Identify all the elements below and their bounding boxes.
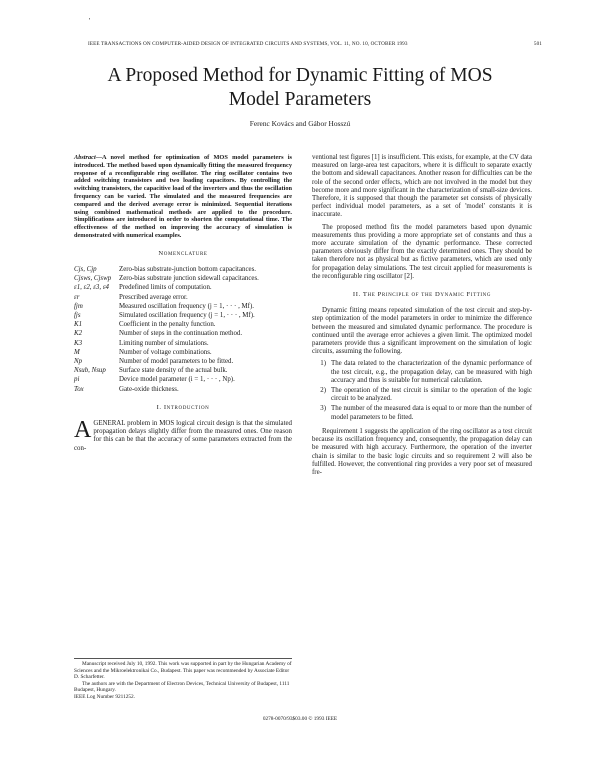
intro-text: GENERAL problem in MOS logical circuit design is that the simulated propagation delays slightly differ from the measured ones. One reason for this can be that the accuracy of some parameters extracted from the con- bbox=[74, 420, 292, 452]
nomenclature-description: Gate-oxide thickness. bbox=[119, 385, 179, 393]
list-text: The number of the measured data is equal to or more than the number of model parameters to be fitted. bbox=[331, 405, 532, 421]
nomenclature-description: Predefined limits of computation. bbox=[119, 284, 212, 292]
abstract bbox=[74, 154, 292, 240]
nomenclature-description: Limiting number of simulations. bbox=[119, 339, 209, 347]
nomenclature-description: Coefficient in the penalty function. bbox=[119, 321, 216, 329]
nomenclature-description: Device model parameter (i = 1, · · · , Np). bbox=[119, 376, 235, 384]
nomenclature-item bbox=[74, 376, 292, 384]
nomenclature-item bbox=[74, 321, 292, 329]
nomenclature-list bbox=[74, 266, 292, 394]
title-line-2: Model Parameters bbox=[228, 89, 372, 110]
nomenclature-symbol: Cjsws, Cjswp bbox=[74, 275, 112, 283]
footnote-affiliation: The authors are with the Department of Electron Devices, Technical University of Budapest, 1111 Budapest, Hungary. bbox=[74, 680, 290, 694]
nomenclature-symbol: Cjs, Cjp bbox=[74, 265, 97, 273]
footnote-log-number: IEEE Log Number 9211252. bbox=[74, 693, 135, 700]
nomenclature-item bbox=[74, 349, 292, 357]
nomenclature-description: Number of voltage combinations. bbox=[119, 348, 212, 356]
nomenclature-item bbox=[74, 330, 292, 338]
nomenclature-item bbox=[74, 284, 292, 292]
page-mark: ' bbox=[89, 17, 91, 25]
nomenclature-symbol: εr bbox=[74, 293, 80, 301]
journal-header: IEEE TRANSACTIONS ON COMPUTER-AIDED DESIGN OF INTEGRATED CIRCUITS AND SYSTEMS, VOL. 11, NO. 10, OCTOBER 1993 bbox=[88, 41, 408, 47]
paragraph-4: Requirement 1 suggests the application of the ring oscillator as a test circuit because its oscillation frequency and, consequently, the propagation delay can be measured with high accuracy. Furthermore, the operation of the inverter chain is similar to the basic logic circuits and so requirement 2 will also be fulfilled. However, the conventional ring provides a very poor set of measured fre- bbox=[312, 427, 532, 476]
right-column bbox=[312, 154, 532, 481]
title-line-1: A Proposed Method for Dynamic Fitting of MOS bbox=[107, 65, 493, 86]
intro-paragraph bbox=[74, 417, 292, 453]
list-number: 2) bbox=[320, 387, 326, 395]
list-number: 3) bbox=[320, 405, 326, 413]
list-number: 1) bbox=[320, 360, 326, 368]
authors: Ferenc Kovács and Gábor Hosszú bbox=[249, 119, 351, 128]
list-text: The operation of the test circuit is similar to the operation of the logic circuit to be analyzed. bbox=[331, 387, 532, 403]
footnote-manuscript: Manuscript received July 10, 1992. This work was supported in part by the Hungarian Academy of Sciences and the Mikroelektronikai Co., Budapest. This paper was recommended by Associate Editor D. Scharfetter. bbox=[74, 661, 292, 681]
page-number: 501 bbox=[533, 41, 542, 47]
paragraph-1: ventional test figures [1] is insufficient. This exists, for example, at the CV data measured on large-area test capacitors, where it is difficult to separate exactly the bottom and sidewall capacitances. Another reason for difficulties can be the role of the second order effects, which are not involved in the model but they become more and more significant in the characterization of small-size devices. Therefore, it is supposed that though the parameter set consists of physically perfect individual model parameters, as a set of 'model' constants it is inaccurate. bbox=[312, 154, 532, 219]
nomenclature-symbol: K2 bbox=[74, 330, 83, 338]
nomenclature-item bbox=[74, 367, 292, 375]
nomenclature-item bbox=[74, 266, 292, 274]
drop-cap: A bbox=[74, 417, 92, 444]
nomenclature-item bbox=[74, 312, 292, 320]
nomenclature-symbol: Tox bbox=[74, 385, 84, 393]
nomenclature-description: Prescribed average error. bbox=[119, 293, 188, 301]
assumption-list bbox=[312, 360, 532, 421]
footnote bbox=[74, 658, 292, 701]
nomenclature-symbol: ε1, ε2, ε3, ε4 bbox=[74, 284, 109, 292]
introduction-heading: I. Introduction bbox=[156, 403, 210, 411]
list-item bbox=[312, 387, 532, 403]
nomenclature-symbol: M bbox=[74, 348, 80, 356]
abstract-text: —A novel method for optimization of MOS model parameters is introduced. The method based upon dynamically fitting the measured frequency response of a reconfigurable ring oscillator. The ring oscillator contains two added switching transistors and two loading capacitors. By controlling the switching transistors, the capacitive load of the inverters and thus the oscillation frequency can be varied. The simulated and the measured frequencies are compared and the derived average error is minimized. Sequential iterations using combined mathematical methods are applied to the procedure. Simplifications are introduced in order to shorten the computational time. The effectiveness of the method on improving the accuracy of simulation is demonstrated with numerical examples. bbox=[74, 154, 292, 239]
abstract-label: Abstract bbox=[74, 154, 96, 161]
nomenclature-heading: Nomenclature bbox=[158, 249, 208, 257]
copyright-line: 0278-0070/93$03.00 © 1993 IEEE bbox=[262, 716, 338, 722]
nomenclature-symbol: fjm bbox=[74, 302, 83, 310]
list-item bbox=[312, 360, 532, 385]
nomenclature-symbol: pi bbox=[74, 376, 80, 384]
list-item bbox=[312, 405, 532, 421]
paragraph-3: Dynamic fitting means repeated simulation of the test circuit and step-by-step optimization of the model parameters in order to minimize the difference between the measured and simulated dynamic performance. The procedure is continued until the average error achieves a given limit. The optimized model parameters provide thus a significant improvement on the simulation of logic circuits, assuming the following. bbox=[312, 307, 532, 356]
nomenclature-symbol: Nsub, Nsup bbox=[74, 367, 106, 375]
nomenclature-item bbox=[74, 275, 292, 283]
paragraph-2: The proposed method fits the model parameters based upon dynamic measurements thus providing a more appropriate set of constants and thus a more accurate simulation of the dynamic performance. These corrected parameters obviously differ from the exactly determined ones. They should be taken therefore not as physical but as fictive parameters, which are used only for propagation delay simulations. The test circuit applied for measurements is the reconfigurable ring oscillator [2]. bbox=[312, 223, 532, 280]
list-text: The data related to the characterization of the dynamic performance of the test circuit, e.g., the propagation delay, can be measured with high accuracy and thus is suitable for numerical calculation. bbox=[331, 360, 532, 384]
nomenclature-item bbox=[74, 358, 292, 366]
nomenclature-description: Number of steps in the continuation method. bbox=[119, 330, 243, 338]
nomenclature-description: Zero-bias substrate junction sidewall capacitances. bbox=[119, 275, 259, 283]
nomenclature-item bbox=[74, 340, 292, 348]
nomenclature-symbol: fjs bbox=[74, 311, 81, 319]
left-column bbox=[74, 154, 292, 453]
nomenclature-description: Number of model parameters to be fitted. bbox=[119, 358, 234, 365]
nomenclature-symbol: K3 bbox=[74, 339, 83, 347]
nomenclature-description: Surface state density of the actual bulk. bbox=[119, 367, 228, 375]
nomenclature-description: Simulated oscillation frequency (j = 1, · · · , Mf). bbox=[119, 311, 255, 319]
paper-title bbox=[0, 64, 600, 112]
nomenclature-item bbox=[74, 294, 292, 302]
nomenclature-item bbox=[74, 303, 292, 311]
nomenclature-item bbox=[74, 386, 292, 394]
nomenclature-symbol: Np bbox=[74, 358, 83, 365]
nomenclature-description: Measured oscillation frequency (j = 1, · · · , Mf). bbox=[119, 302, 254, 310]
nomenclature-description: Zero-bias substrate-junction bottom capacitances. bbox=[119, 265, 256, 273]
section-2-heading: II. The Principle of the Dynamic Fitting bbox=[352, 291, 492, 299]
nomenclature-symbol: K1 bbox=[74, 321, 83, 329]
